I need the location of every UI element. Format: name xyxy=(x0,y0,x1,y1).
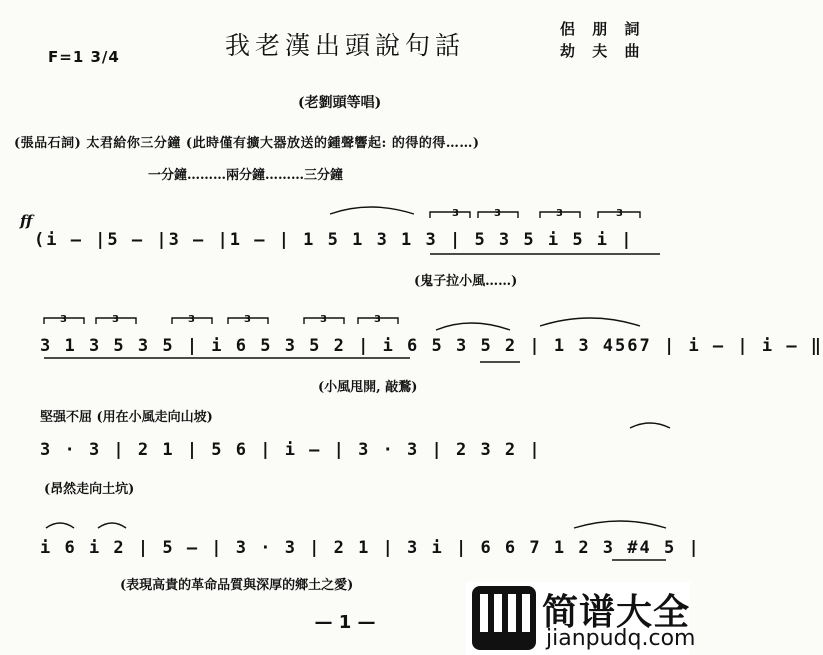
slur-5 xyxy=(46,523,74,528)
svg-text:3: 3 xyxy=(374,314,381,325)
dialogue-line: (張品石詞) 太君給你三分鐘 (此時僅有擴大器放送的鍾聲響起: 的得的得……) xyxy=(14,136,480,151)
svg-text:3: 3 xyxy=(320,314,327,325)
annotation-5: (表現高貴的革命品質與深厚的鄉土之愛) xyxy=(120,578,354,593)
key-signature: F=1 3/4 xyxy=(48,48,120,66)
svg-text:3: 3 xyxy=(452,208,459,219)
annotation-3: 堅强不屈 (用在小風走向山坡) xyxy=(40,410,213,425)
svg-text:3: 3 xyxy=(556,208,563,219)
annotation-4: (昂然走向土坑) xyxy=(44,482,135,497)
lyricist: 侶 朋 詞 xyxy=(560,20,646,38)
annotation-2: (小風甩開, 敲鶩) xyxy=(318,380,418,395)
page-number: — 1 — xyxy=(314,612,376,633)
slur-3 xyxy=(540,318,640,326)
slur-1 xyxy=(330,207,414,214)
slur-7 xyxy=(574,521,666,528)
svg-text:3: 3 xyxy=(616,208,623,219)
watermark-name: 简谱大全 xyxy=(542,592,691,633)
annotation-1: (鬼子拉小風……) xyxy=(414,274,518,289)
svg-text:3: 3 xyxy=(188,314,195,325)
svg-text:3: 3 xyxy=(244,314,251,325)
piano-icon xyxy=(472,586,536,650)
svg-text:3: 3 xyxy=(112,314,119,325)
svg-text:3: 3 xyxy=(494,208,501,219)
triplet-bracket xyxy=(430,212,470,218)
staff-line-3: 3 · 3 | 2 1 | 5 6 | i — | 3 · 3 | 2 3 2 | xyxy=(40,440,542,460)
staff-line-1: (i — |5 — |3 — |1 — | 1 5 1 3 1 3 | 5 3 5 i 5 i | xyxy=(34,230,634,250)
staff-line-4: i 6 i 2 | 5 — | 3 · 3 | 2 1 | 3 i | 6 6 7 1 2 3 #4 5 | xyxy=(40,538,701,558)
countdown-line: 一分鐘………兩分鐘………三分鐘 xyxy=(148,168,344,183)
staff-line-2: 3 1 3 5 3 5 | i 6 5 3 5 2 | i 6 5 3 5 2 | 1 3 4567 | i — | i — ‖ xyxy=(40,336,823,356)
composer: 劫 夫 曲 xyxy=(560,42,646,60)
slur-2 xyxy=(436,323,510,330)
dynamics-marking: ff xyxy=(20,212,33,230)
performer-note: (老劉頭等唱) xyxy=(298,95,382,111)
song-title: 我老漢出頭說句話 xyxy=(224,31,465,60)
watermark xyxy=(466,582,696,655)
slur-6 xyxy=(98,523,126,528)
watermark-url: jianpudq.com xyxy=(546,626,696,651)
svg-text:3: 3 xyxy=(60,314,67,325)
slur-4 xyxy=(630,423,670,428)
